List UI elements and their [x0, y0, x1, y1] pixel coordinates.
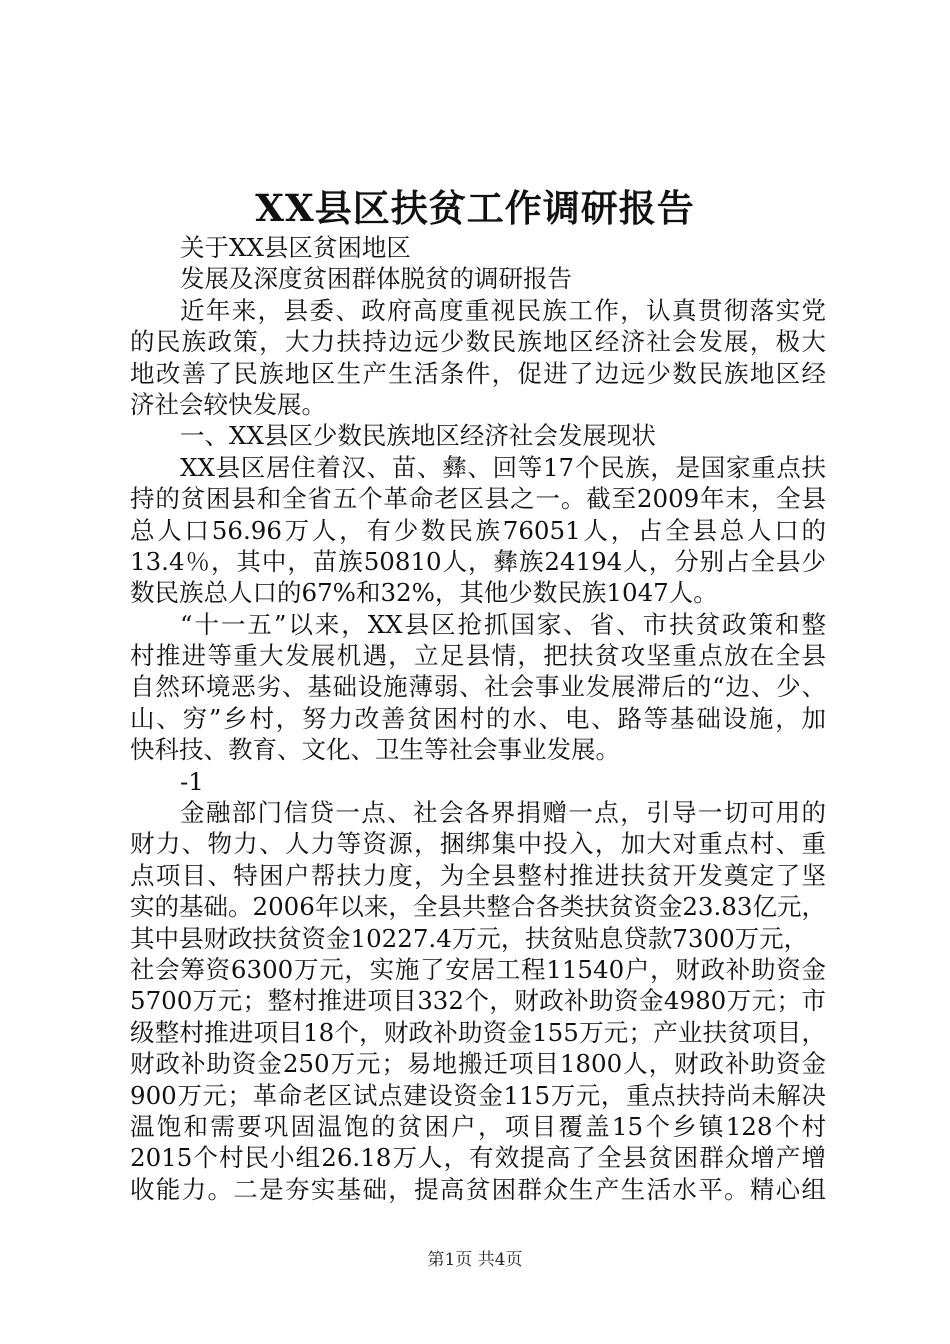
document-body [130, 232, 826, 1205]
text-line: 自然环境恶劣、基础设施薄弱、社会事业发展滞后的“边、少、 [130, 672, 826, 702]
text-line: 金融部门信贷一点、社会各界捐赠一点，引导一切可用的 [180, 798, 826, 828]
text-line: 关于XX县区贫困地区 [180, 233, 411, 262]
text-line: 实的基础。2006年以来，全县共整合各类扶贫资金23.83亿元， [130, 892, 826, 922]
text-line: 13.4％，其中，苗族50810人，彝族24194人，分别占全县少 [130, 546, 826, 576]
text-line: 济社会较快发展。 [130, 389, 326, 419]
text-line: 快科技、教育、文化、卫生等社会事业发展。 [130, 735, 620, 765]
text-line: 一、XX县区少数民族地区经济社会发展现状 [180, 421, 656, 451]
text-line: 900万元；革命老区试点建设资金115万元，重点扶持尚未解决 [130, 1080, 826, 1110]
text-line: 社会筹资6300万元，实施了安居工程11540户，财政补助资金 [130, 954, 826, 984]
text-line: 近年来，县委、政府高度重视民族工作，认真贯彻落实党 [180, 295, 826, 325]
text-line: 其中县财政扶贫资金10227.4万元，扶贫贴息贷款7300万元， [130, 923, 809, 953]
text-line: 点项目、特困户帮扶力度，为全县整村推进扶贫开发奠定了坚 [130, 860, 826, 890]
text-line: XX县区居住着汉、苗、彝、回等17个民族，是国家重点扶 [180, 452, 826, 482]
text-line: 财力、物力、人力等资源，捆绑集中投入，加大对重点村、重 [130, 829, 826, 859]
text-line: 地改善了民族地区生产生活条件，促进了边远少数民族地区经 [130, 358, 826, 388]
text-line: 的民族政策，大力扶持边远少数民族地区经济社会发展，极大 [130, 327, 826, 357]
text-line: 总人口56.96万人，有少数民族76051人，占全县总人口的 [130, 515, 826, 545]
text-line: 发展及深度贫困群体脱贫的调研报告 [180, 264, 572, 294]
text-line: 5700万元；整村推进项目332个，财政补助资金4980万元；市 [130, 986, 826, 1016]
page-footer: 第1页 共4页 [427, 1250, 523, 1270]
document-title: XX县区扶贫工作调研报告 [255, 186, 695, 230]
text-line: 村推进等重大发展机遇，立足县情，把扶贫攻坚重点放在全县 [130, 641, 826, 671]
text-line: 山、穷”乡村，努力改善贫困村的水、电、路等基础设施，加 [130, 703, 826, 733]
text-line: 温饱和需要巩固温饱的贫困户，项目覆盖15个乡镇128个村 [130, 1111, 826, 1141]
text-line: 级整村推进项目18个，财政补助资金155万元；产业扶贫项目， [130, 1017, 826, 1047]
text-line: 收能力。二是夯实基础，提高贫困群众生产生活水平。精心组 [130, 1174, 826, 1204]
text-line: “十一五”以来，XX县区抢抓国家、省、市扶贫政策和整 [180, 609, 826, 639]
text-line: 持的贫困县和全省五个革命老区县之一。截至2009年末，全县 [130, 484, 826, 514]
text-line: -1 [180, 766, 204, 796]
text-line: 财政补助资金250万元；易地搬迁项目1800人，财政补助资金 [130, 1049, 826, 1079]
text-line: 2015个村民小组26.18万人，有效提高了全县贫困群众增产增 [130, 1143, 826, 1173]
text-line: 数民族总人口的67%和32%，其他少数民族1047人。 [130, 578, 718, 608]
